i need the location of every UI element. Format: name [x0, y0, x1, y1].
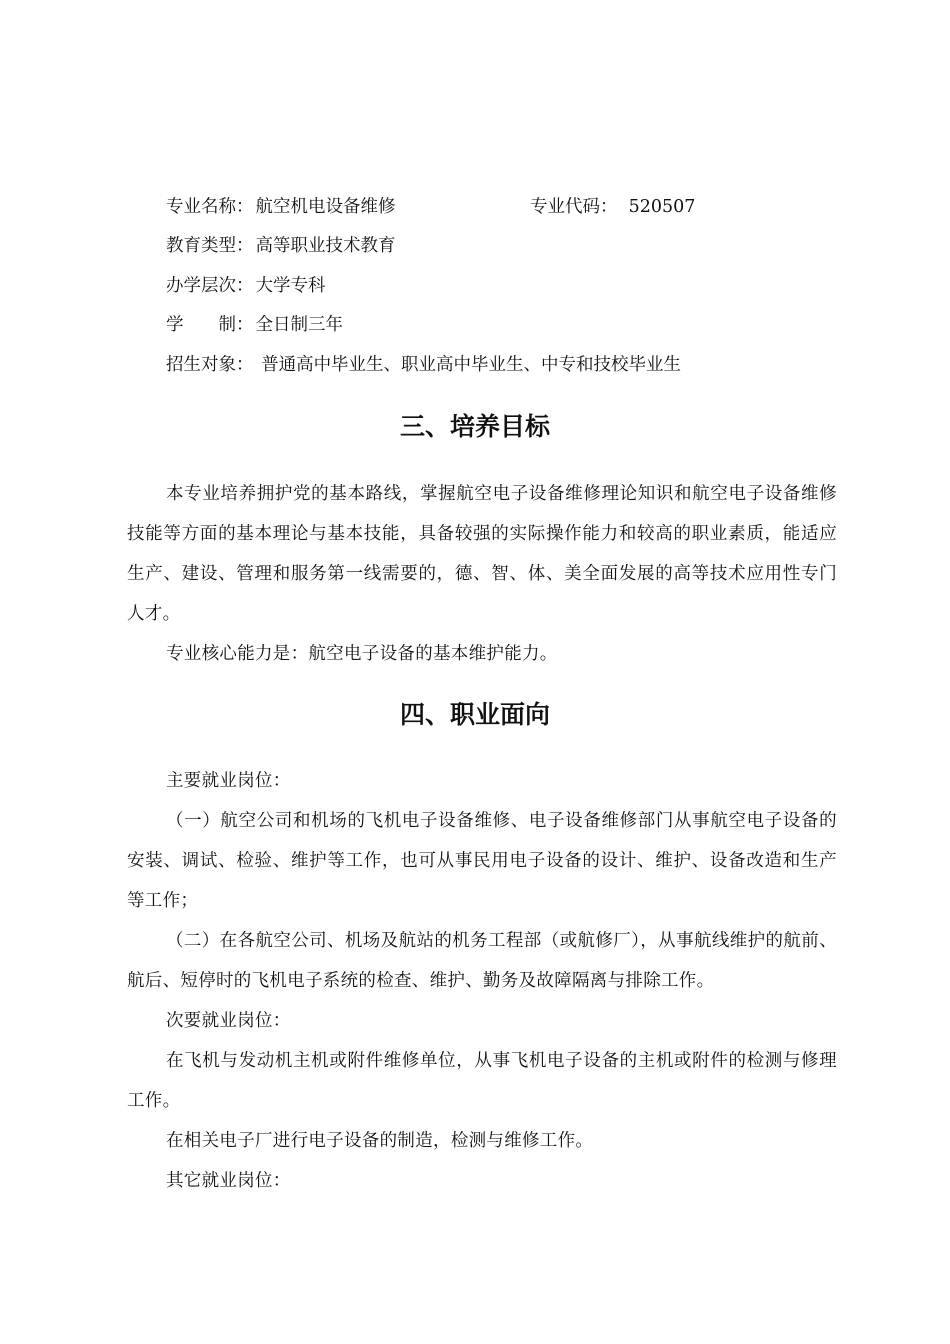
enroll-row	[166, 355, 681, 375]
edu-type-row	[166, 236, 396, 256]
edu-type-value: 高等职业技术教育	[255, 236, 396, 256]
secondary-jobs-label: 次要就业岗位：	[166, 1011, 291, 1031]
major-code-label: 专业代码：	[530, 197, 618, 217]
enroll-value: 普通高中毕业生、职业高中毕业生、中专和技校毕业生	[255, 355, 682, 375]
main-jobs-item-1: （一）航空公司和机场的飞机电子设备维修、电子设备维修部门从事航空电子设备的安装、调试、检验、维护等工作，也可从事民用电子设备的设计、维护、设备改造和生产等工作；	[127, 811, 837, 911]
section3-paragraph-1: 本专业培养拥护党的基本路线，掌握航空电子设备维修理论知识和航空电子设备维修技能等方面的基本理论与基本技能，具备较强的实际操作能力和较高的职业素质，能适应生产、建设、管理和服务第一线需要的，德、智、体、美全面发展的高等技术应用性专门人才。	[127, 484, 837, 624]
enroll-label: 招生对象：	[166, 355, 254, 375]
section3-paragraph-2: 专业核心能力是：航空电子设备的基本维护能力。	[166, 644, 558, 664]
major-code-row	[530, 197, 695, 217]
major-code-value: 520507	[628, 197, 696, 217]
level-value: 大学专科	[255, 276, 326, 296]
duration-value: 全日制三年	[255, 315, 343, 335]
section3-heading: 三、培养目标	[399, 412, 550, 441]
main-jobs-item-2: （二）在各航空公司、机场及航站的机务工程部（或航修厂），从事航线维护的航前、航后、短停时的飞机电子系统的检查、维护、勤务及故障隔离与排除工作。	[127, 931, 837, 991]
duration-row	[166, 315, 343, 335]
secondary-jobs-item-2: 在相关电子厂进行电子设备的制造，检测与维修工作。	[166, 1131, 594, 1151]
other-jobs-label: 其它就业岗位：	[166, 1171, 291, 1191]
major-name-label: 专业名称：	[166, 197, 254, 217]
secondary-jobs-item-1: 在飞机与发动机主机或附件维修单位，从事飞机电子设备的主机或附件的检测与修理工作。	[127, 1051, 837, 1111]
edu-type-label: 教育类型：	[166, 236, 254, 256]
section4-heading: 四、职业面向	[399, 700, 550, 729]
major-name-value: 航空机电设备维修	[255, 197, 396, 217]
main-jobs-label: 主要就业岗位：	[166, 771, 291, 791]
level-label: 办学层次：	[166, 276, 254, 296]
level-row	[166, 276, 326, 296]
major-name-row	[166, 197, 396, 217]
duration-label: 学 制：	[166, 315, 254, 335]
